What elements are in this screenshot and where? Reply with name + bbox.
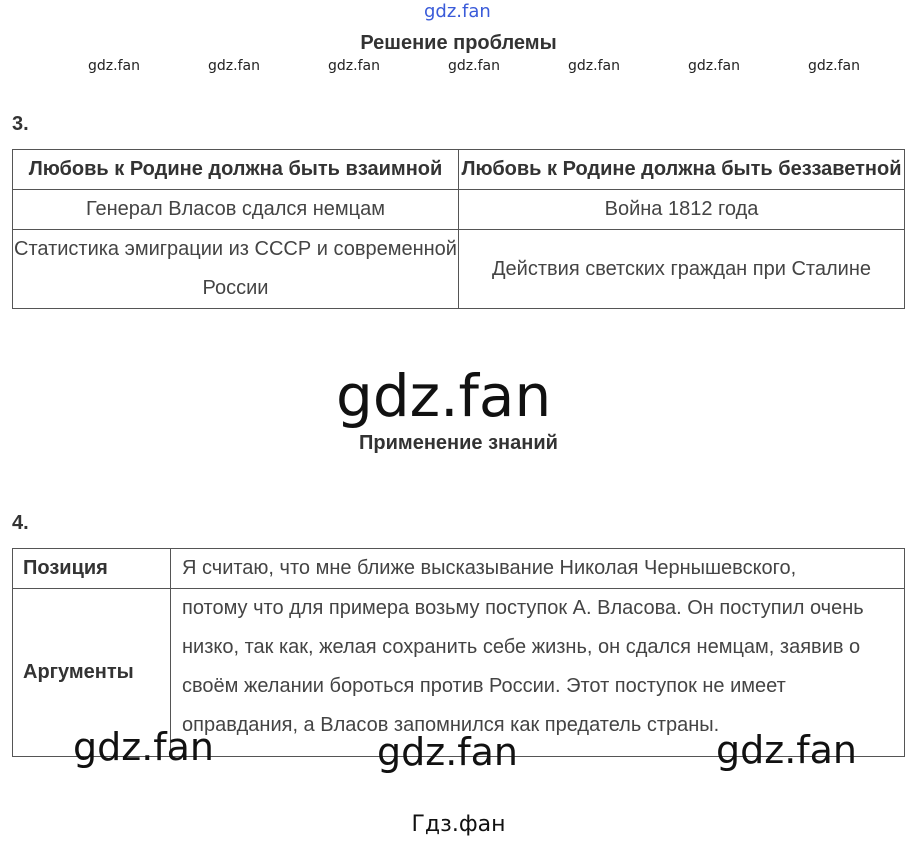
arguments-text: потому что для примера возьму поступок А. Власова. Он поступил очень низко, так как, желая сохранить себе жизнь, он сдался немцам, заявив о своём желании бороться против России. Этот поступок не имеет оправдания, а Власов запомнился как предатель страны. — [171, 589, 905, 757]
watermark: gdz.fan — [716, 728, 858, 772]
watermark: gdz.fan — [328, 58, 380, 74]
watermark: gdz.fan — [808, 58, 860, 74]
watermark: gdz.fan — [688, 58, 740, 74]
table-cell: Война 1812 года — [459, 190, 905, 230]
header-selfless: Любовь к Родине должна быть беззаветной — [459, 150, 905, 190]
arguments-label: Аргументы — [13, 589, 171, 757]
watermark: gdz.fan — [568, 58, 620, 74]
footer-watermark: Гдз.фан — [411, 812, 506, 837]
section-title-knowledge: Применение знаний — [359, 432, 558, 454]
table-cell: Статистика эмиграции из СССР и современной России — [13, 230, 459, 309]
watermark-large: gdz.fan — [336, 362, 552, 430]
table-cell: Генерал Власов сдался немцам — [13, 190, 459, 230]
section-title-problem: Решение проблемы — [360, 32, 557, 54]
task-number-3: 3. — [12, 113, 29, 135]
header-mutual: Любовь к Родине должна быть взаимной — [13, 150, 459, 190]
table-row — [13, 230, 905, 309]
watermark: gdz.fan — [448, 58, 500, 74]
table-cell: Действия светских граждан при Сталине — [459, 230, 905, 309]
watermark: gdz.fan — [73, 725, 215, 769]
task-number-4: 4. — [12, 512, 29, 534]
watermark: gdz.fan — [208, 58, 260, 74]
table-row — [13, 190, 905, 230]
watermark-top: gdz.fan — [424, 1, 491, 22]
task3-table — [12, 149, 905, 309]
position-text: Я считаю, что мне ближе высказывание Николая Чернышевского, — [171, 549, 905, 589]
table-row-position — [13, 549, 905, 589]
watermark: gdz.fan — [377, 730, 519, 774]
watermark-row — [0, 58, 917, 76]
table-header-row — [13, 150, 905, 190]
position-label: Позиция — [13, 549, 171, 589]
watermark: gdz.fan — [88, 58, 140, 74]
